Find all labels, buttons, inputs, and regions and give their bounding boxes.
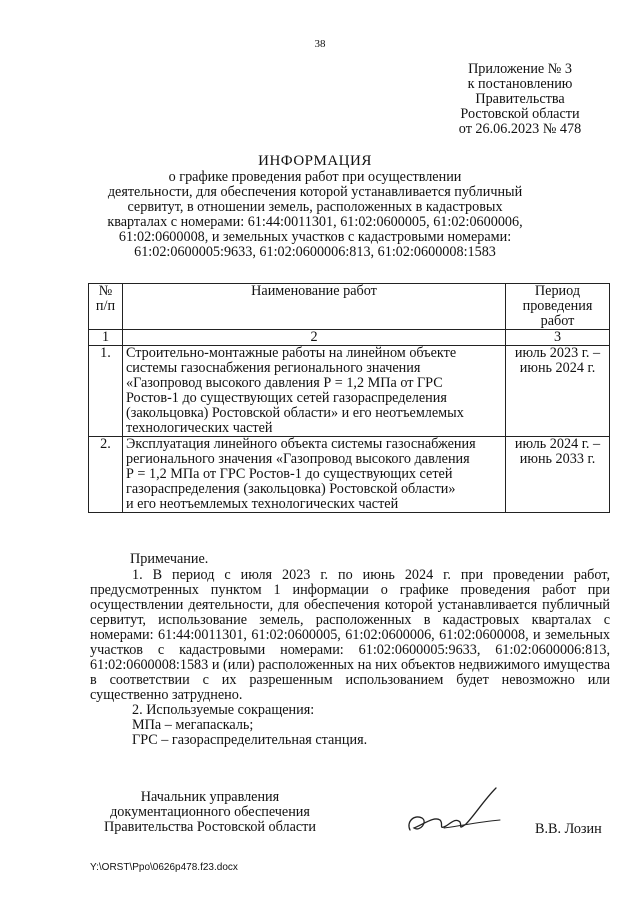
position-line: Правительства Ростовской области bbox=[104, 819, 316, 835]
appendix-line: Ростовской области bbox=[460, 106, 580, 122]
subtitle-line: сервитут, в отношении земель, расположенных в кадастровых bbox=[127, 199, 503, 215]
note-paragraph-2: 2. Используемые сокращения: bbox=[132, 702, 315, 718]
row-name-line: Ростов-1 до существующих сетей газораспределения bbox=[126, 390, 447, 406]
subtitle-line: деятельности, для обеспечения которой устанавливается публичный bbox=[107, 184, 523, 200]
row-name-line: системы газоснабжения регионального значения bbox=[126, 360, 421, 376]
file-path-footer: Y:\ORST\Ppo\0626p478.f23.docx bbox=[90, 862, 238, 873]
position-line: Начальник управления bbox=[140, 789, 280, 805]
abbreviation-mpa: МПа – мегапаскаль; bbox=[132, 717, 254, 733]
note-paragraph-1: 1. В период с июля 2023 г. по июнь 2024 г. при проведении работ, предусмотренных пунктом 1 информации о графике проведения работ при осуществлении деятельности, для обеспечения которой устанавливается публичный сервитут, использование земель, расположенных в кадастровых кварталах с номерами: 61:44:0011301, 61:02:0600005, 61:02:0600006, 61:02:0600008, и земельных участков с кадастровыми номерами: 61:02:0600005:9633, 61:02:0600006:813, 61:02:0600008:1583 и (или) расположенных на них объектов недвижимого имущества в соответствии с их разрешенным использованием будет невозможно или существенно затруднено. bbox=[90, 567, 610, 703]
appendix-block bbox=[440, 62, 600, 137]
header-period-line: Период bbox=[534, 283, 581, 299]
row-period bbox=[506, 437, 610, 513]
header-period-line: работ bbox=[540, 313, 575, 329]
row-name-line: Р = 1,2 МПа от ГРС Ростов-1 до существующих сетей bbox=[126, 466, 453, 482]
row-name-line: Строительно-монтажные работы на линейном объекте bbox=[126, 345, 457, 361]
page-number: 38 bbox=[314, 38, 326, 50]
header-num bbox=[89, 284, 123, 330]
table-numbering-row bbox=[89, 330, 610, 346]
row-name bbox=[123, 437, 506, 513]
position-line: документационного обеспечения bbox=[110, 804, 310, 820]
appendix-line: Правительства bbox=[475, 91, 565, 107]
works-table bbox=[88, 283, 610, 513]
row-period bbox=[506, 346, 610, 437]
numbering-cell: 2 bbox=[123, 330, 506, 346]
numbering-cell: 3 bbox=[506, 330, 610, 346]
signatory-name: В.В. Лозин bbox=[535, 821, 602, 837]
appendix-line: Приложение № 3 bbox=[468, 61, 572, 77]
signatory-position bbox=[90, 790, 330, 835]
table-row bbox=[89, 346, 610, 437]
subtitle-line: 61:02:0600008, и земельных участков с кадастровыми номерами: bbox=[118, 229, 512, 245]
subtitle-line: кварталах с номерами: 61:44:0011301, 61:02:0600005, 61:02:0600006, bbox=[107, 214, 523, 230]
row-name-line: Эксплуатация линейного объекта системы газоснабжения bbox=[126, 436, 476, 452]
row-num: 2. bbox=[89, 437, 123, 513]
document-subtitle bbox=[100, 170, 530, 260]
row-name-line: «Газопровод высокого давления Р = 1,2 МПа от ГРС bbox=[126, 375, 443, 391]
note-heading: Примечание. bbox=[130, 551, 209, 567]
row-period-line: июль 2023 г. – bbox=[514, 345, 601, 361]
header-num-line: № bbox=[98, 283, 113, 299]
subtitle-line: о графике проведения работ при осуществлении bbox=[168, 169, 462, 185]
header-period-line: проведения bbox=[522, 298, 593, 314]
subtitle-line: 61:02:0600005:9633, 61:02:0600006:813, 61:02:0600008:1583 bbox=[134, 244, 496, 260]
row-period-line: июль 2024 г. – bbox=[514, 436, 601, 452]
row-num: 1. bbox=[89, 346, 123, 437]
header-num-line: п/п bbox=[95, 298, 116, 314]
appendix-line: к постановлению bbox=[467, 76, 573, 92]
row-name-line: (закольцовка) Ростовской области» и его неотъемлемых bbox=[126, 405, 464, 421]
row-period-line: июнь 2033 г. bbox=[519, 451, 596, 467]
numbering-cell: 1 bbox=[89, 330, 123, 346]
row-name-line: регионального значения «Газопровод высокого давления bbox=[126, 451, 470, 467]
table-header-row bbox=[89, 284, 610, 330]
note-body bbox=[90, 568, 610, 748]
row-name bbox=[123, 346, 506, 437]
row-period-line: июнь 2024 г. bbox=[519, 360, 596, 376]
table-row bbox=[89, 437, 610, 513]
row-name-line: технологических частей bbox=[126, 420, 273, 436]
handwritten-signature bbox=[400, 782, 510, 842]
header-period bbox=[506, 284, 610, 330]
abbreviation-grs: ГРС – газораспределительная станция. bbox=[132, 732, 368, 748]
appendix-line: от 26.06.2023 № 478 bbox=[458, 121, 582, 137]
row-name-line: газораспределения (закольцовка) Ростовской области» bbox=[126, 481, 456, 497]
row-name-line: и его неотъемлемых технологических частей bbox=[126, 496, 399, 512]
document-title: ИНФОРМАЦИЯ bbox=[258, 153, 372, 169]
header-name: Наименование работ bbox=[123, 284, 506, 330]
